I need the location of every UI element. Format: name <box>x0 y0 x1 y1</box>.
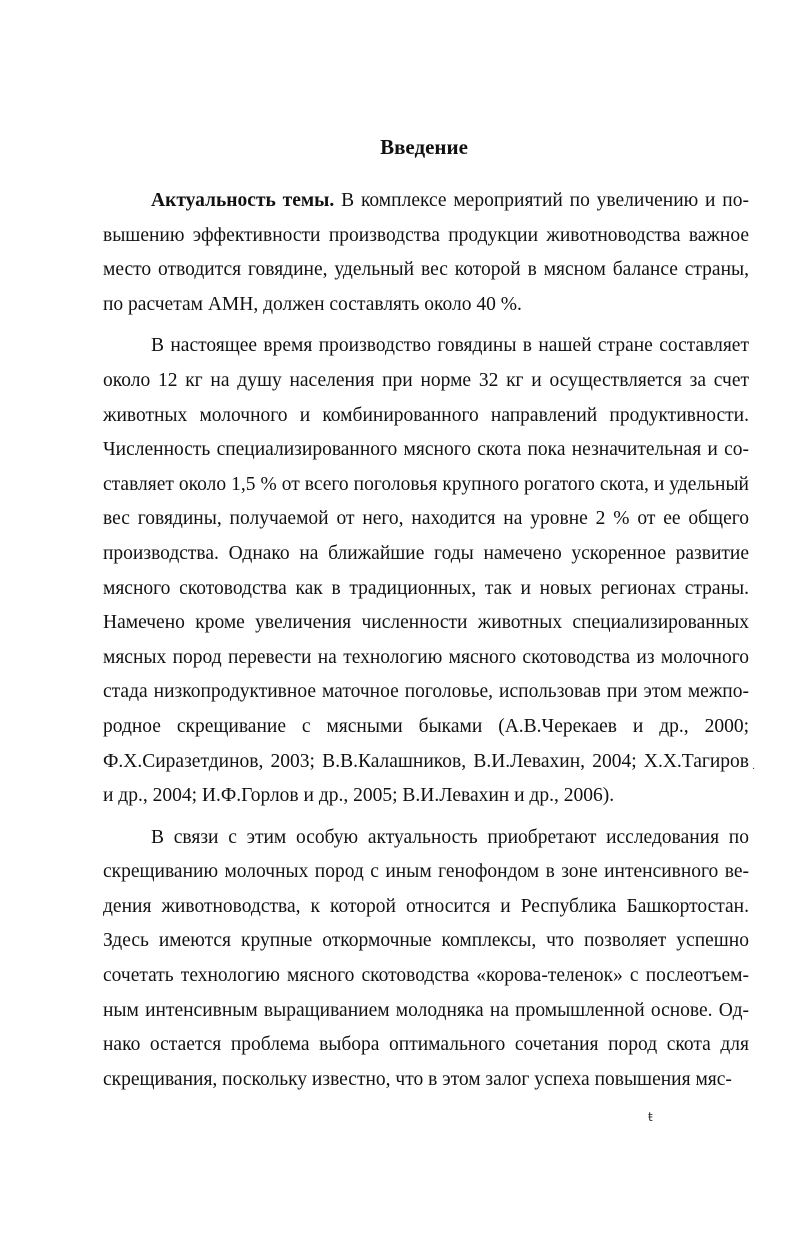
scan-dot-mark: . <box>752 761 756 772</box>
section-heading: Введение <box>380 135 468 159</box>
paragraph-crossbreeding: В связи с этим особую актуальность приобретают исследования по скрещиванию молочных пород с иным генофондом в зоне интенсивного ведения животноводства, к которой относится и Республика Башкортостан. Здесь имеются крупные откормочные комплексы, что позволяет успешно сочетать технологию мясного скотоводства «корова-теленок» с послеотъемным интенсивным выращиванием молодняка на промышленной основе. Однако остается проблема выбора оптимального сочетания пород скота для скрещивания, поскольку известно, что в этом залог успеха повышения мяс- <box>103 826 749 1090</box>
scan-tick-mark: ŧ <box>648 1110 653 1124</box>
paragraph-production: В настоящее время производство говядины в нашей стране составляет около 12 кг на душу населения при норме 32 кг и осуществляется за счет животных молочного и комбинированного направлений продуктивности. Численность специализированного мясного скота пока незначительная и составляет около 1,5 % от всего поголовья крупного рогатого скота, и удельный вес говядины, получаемой от него, находится на уровне 2 % от ее общего производства. Однако на ближайшие годы намечено ускоренное развитие мясного скотоводства как в традиционных, так и новых регионах страны. Намечено кроме увеличения численности животных специализированных мясных пород перевести на технологию мясного скотоводства из молочного стада низкопродуктивное маточное поголовье, использовав при этом межпородное скрещивание с мясными быками (А.В.Черекаев и др., 2000; Ф.Х.Сиразетдинов, 2003; В.В.Калашников, В.И.Левахин, 2004; Х.Х.Тагиров и др., 2004; И.Ф.Горлов и др., 2005; В.И.Левахин и др., 2006). <box>103 335 749 807</box>
paragraph-text: В комплексе мероприятий по увеличению и повышению эффективности производства продукции животноводства важное место отводится говядине, удельный вес которой в мясном балансе страны, по расчетам АМН, должен составлять около 40 %. <box>103 190 749 315</box>
paragraph-relevance <box>103 184 749 322</box>
body-text <box>103 184 749 1104</box>
paragraph-lead: Актуальность темы. <box>151 190 335 211</box>
